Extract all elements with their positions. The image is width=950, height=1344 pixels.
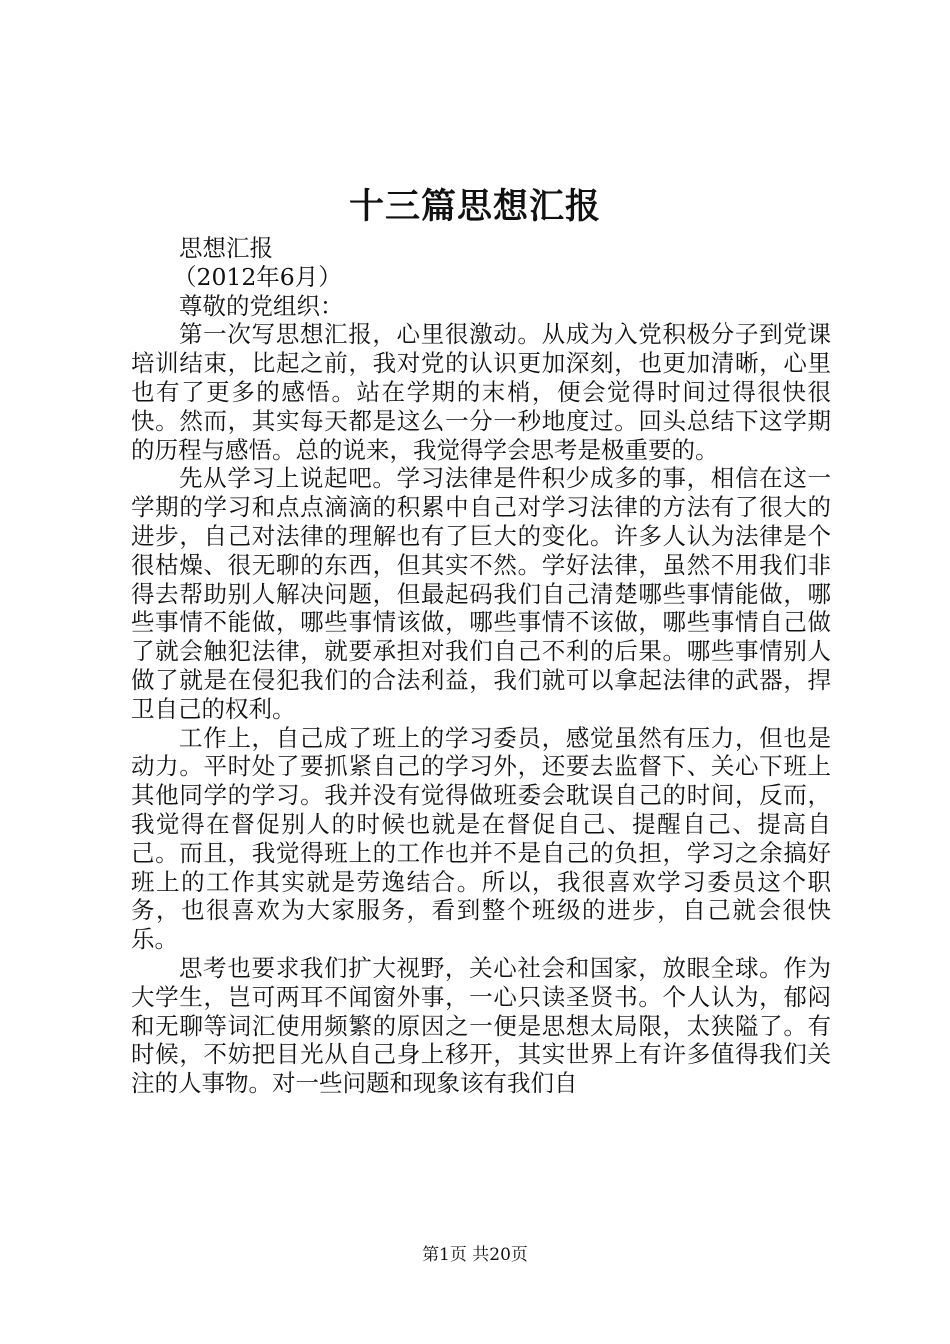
page-number-footer: 第1页 共20页 (422, 1245, 528, 1265)
document-body (131, 234, 831, 1098)
salutation: 尊敬的党组织： (179, 291, 344, 320)
report-date: （2012年6月） (173, 262, 342, 291)
report-heading: 思想汇报 (179, 234, 273, 262)
paragraph: 思考也要求我们扩大视野，关心社会和国家，放眼全球。作为大学生，岂可两耳不闻窗外事，一心只读圣贤书。个人认为，郁闷和无聊等词汇使用频繁的原因之一便是思想太局限，太狭隘了。有时候，不妨把目光从自己身上移开，其实世界上有许多值得我们关注的人事物。对一些问题和现象该有我们自 (131, 953, 831, 1098)
document-title: 十三篇思想汇报 (348, 186, 601, 227)
paragraph: 第一次写思想汇报，心里很激动。从成为入党积极分子到党课培训结束，比起之前，我对党的认识更加深刻，也更加清晰，心里也有了更多的感悟。站在学期的末梢，便会觉得时间过得很快很快。然而，其实每天都是这么一分一秒地度过。回头总结下这学期的历程与感悟。总的说来，我觉得学会思考是极重要的。 (131, 320, 831, 464)
paragraph: 先从学习上说起吧。学习法律是件积少成多的事，相信在这一学期的学习和点点滴滴的积累中自己对学习法律的方法有了很大的进步，自己对法律的理解也有了巨大的变化。许多人认为法律是个很枯燥、很无聊的东西，但其实不然。学好法律，虽然不用我们非得去帮助别人解决问题，但最起码我们自己清楚哪些事情能做，哪些事情不能做，哪些事情该做，哪些事情不该做，哪些事情自己做了就会触犯法律，就要承担对我们自己不利的后果。哪些事情别人做了就是在侵犯我们的合法利益，我们就可以拿起法律的武器，捍卫自己的权利。 (131, 464, 831, 723)
paragraph: 工作上，自己成了班上的学习委员，感觉虽然有压力，但也是动力。平时处了要抓紧自己的学习外，还要去监督下、关心下班上其他同学的学习。我并没有觉得做班委会耽误自己的时间，反而，我觉得在督促别人的时候也就是在督促自己、提醒自己、提高自己。而且，我觉得班上的工作也并不是自己的负担，学习之余搞好班上的工作其实就是劳逸结合。所以，我很喜欢学习委员这个职务，也很喜欢为大家服务，看到整个班级的进步，自己就会很快乐。 (131, 723, 831, 954)
